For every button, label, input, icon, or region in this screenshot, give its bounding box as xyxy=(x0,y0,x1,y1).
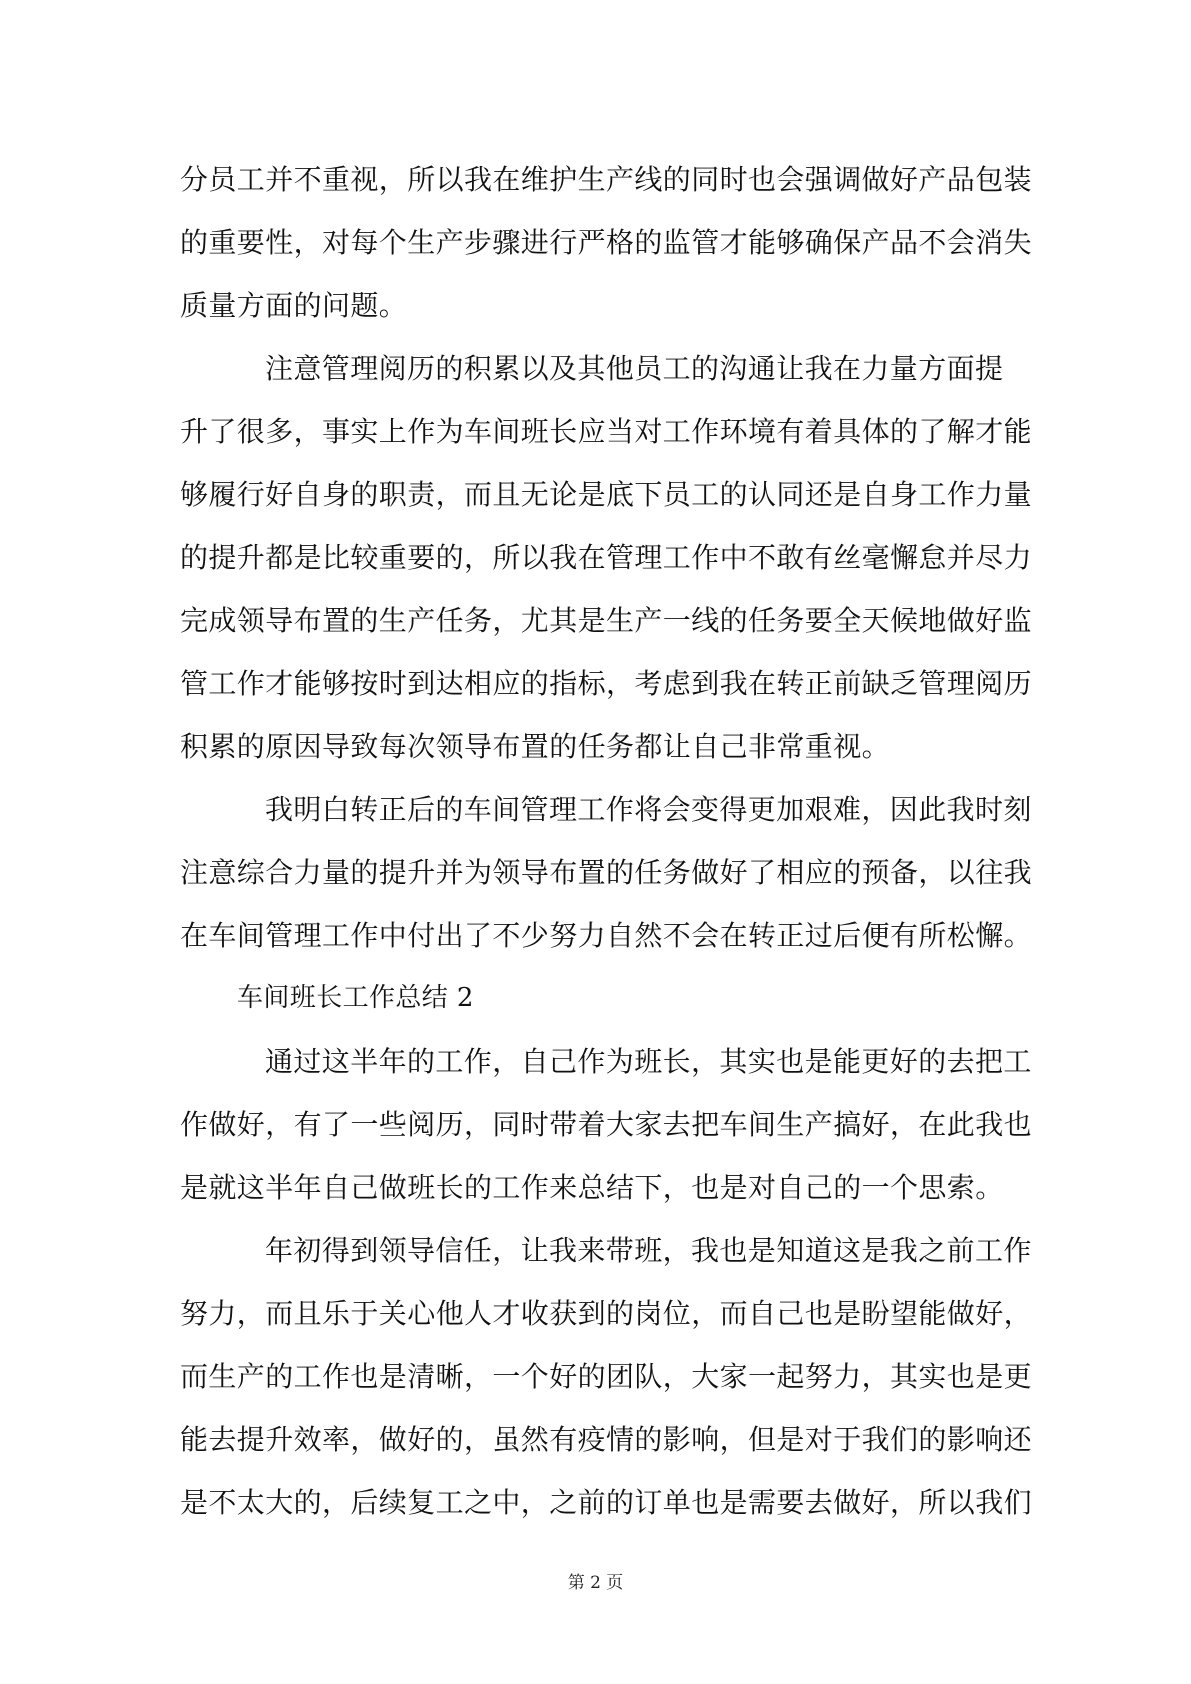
paragraph-line: 质量方面的问题。 xyxy=(180,289,408,322)
paragraph-line: 分员工并不重视，所以我在维护生产线的同时也会强调做好产品包装 xyxy=(180,163,1033,196)
paragraph-line: 升了很多，事实上作为车间班长应当对工作环境有着具体的了解才能 xyxy=(180,415,1033,448)
paragraph-line: 管工作才能够按时到达相应的指标，考虑到我在转正前缺乏管理阅历 xyxy=(180,667,1033,700)
paragraph-line: 能去提升效率，做好的，虽然有疫情的影响，但是对于我们的影响还 xyxy=(180,1423,1033,1456)
paragraph-line: 够履行好自身的职责，而且无论是底下员工的认同还是自身工作力量 xyxy=(180,478,1033,511)
paragraph-line: 注意综合力量的提升并为领导布置的任务做好了相应的预备，以往我 xyxy=(180,856,1033,889)
paragraph-line: 而生产的工作也是清晰，一个好的团队，大家一起努力，其实也是更 xyxy=(180,1360,1033,1393)
section-heading: 车间班长工作总结 2 xyxy=(237,983,474,1013)
paragraph-first-line: 年初得到领导信任，让我来带班，我也是知道这是我之前工作 xyxy=(265,1234,1032,1267)
page-number: 第 2 页 xyxy=(567,1573,624,1593)
paragraph-line: 是不太大的，后续复工之中，之前的订单也是需要去做好，所以我们 xyxy=(180,1486,1033,1519)
document-body xyxy=(180,148,1033,1534)
paragraph-line: 的重要性，对每个生产步骤进行严格的监管才能够确保产品不会消失 xyxy=(180,226,1033,259)
paragraph-first-line: 注意管理阅历的积累以及其他员工的沟通让我在力量方面提 xyxy=(265,352,1004,385)
paragraph-line: 努力，而且乐于关心他人才收获到的岗位，而自己也是盼望能做好， xyxy=(180,1297,1033,1330)
paragraph-line: 在车间管理工作中付出了不少努力自然不会在转正过后便有所松懈。 xyxy=(180,919,1033,952)
paragraph-first-line: 通过这半年的工作，自己作为班长，其实也是能更好的去把工 xyxy=(265,1045,1032,1078)
paragraph-line: 作做好，有了一些阅历，同时带着大家去把车间生产搞好，在此我也 xyxy=(180,1108,1033,1141)
paragraph-line: 是就这半年自己做班长的工作来总结下，也是对自己的一个思索。 xyxy=(180,1171,1004,1204)
paragraph-line: 积累的原因导致每次领导布置的任务都让自己非常重视。 xyxy=(180,730,891,763)
paragraph-line: 的提升都是比较重要的，所以我在管理工作中不敢有丝毫懈怠并尽力 xyxy=(180,541,1033,574)
paragraph-line: 完成领导布置的生产任务，尤其是生产一线的任务要全天候地做好监 xyxy=(180,604,1033,637)
paragraph-first-line: 我明白转正后的车间管理工作将会变得更加艰难，因此我时刻 xyxy=(265,793,1032,826)
